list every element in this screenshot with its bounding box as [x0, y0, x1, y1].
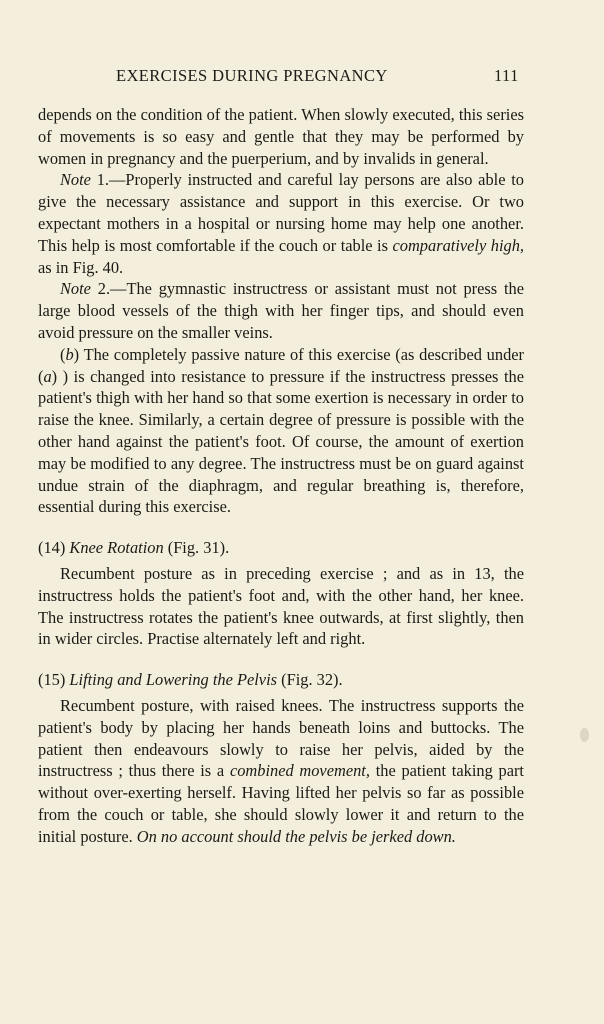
- section-14-paragraph: [38, 563, 524, 650]
- section-15-emphasis-1: combined movement,: [229, 761, 370, 781]
- section-14-text: Recumbent posture as in preceding exercise ; and as in 13, the instructress holds the patient's foot and, with the other hand, her knee. The instructress rotates the patient's knee outwards, at first slightly, then in wider circles. Practise alternately left and right.: [38, 563, 524, 649]
- paragraph-b-text-end: ) ) is changed into resistance to pressure if the instructress presses the patient's thigh with her hand so that some exertion is necessary in order to raise the knee. Similarly, a certain degree of pressure is possible with the other hand against the patient's foot. Of course, the amount of exertion may be modified to any degree. The instructress must be on guard against undue strain of the diaphragm, and regular breathing is, therefore, essential during this exercise.: [38, 366, 524, 517]
- paragraph-continuation: [38, 104, 524, 169]
- paragraph-b-open: (: [60, 344, 66, 364]
- paper-stain: [580, 728, 589, 742]
- paragraph-b: [38, 344, 524, 518]
- section-14-title: Knee Rotation: [69, 538, 164, 558]
- page-number: 111: [494, 66, 519, 85]
- running-head-title: EXERCISES DURING PREGNANCY: [116, 66, 388, 85]
- paragraph-text: depends on the condition of the patient. When slowly executed, this series of movements is so easy and gentle that they may be performed by women in pregnancy and the puerperium, and by invalids in general.: [38, 105, 524, 168]
- section-14-number: (14): [38, 538, 70, 558]
- paragraph-b-text: ) The completely passive nature of this exercise (as described under (: [38, 344, 524, 386]
- note-2-paragraph: [38, 278, 524, 343]
- section-15-paragraph: [38, 695, 524, 848]
- section-14-fig: (Fig. 31).: [163, 538, 230, 558]
- note-1-text: 1.—Properly instructed and careful lay persons are also able to give the necessary assistance and support in this exercise. Or two expectant mothers in a hospital or nursing home may help one another. This help is most comfortable if the couch or table is: [38, 170, 524, 255]
- section-15-text-mid: the patient taking part without over-exerting herself. Having lifted her pelvis so far as possible from the couch or table, she should slowly lower it and return to the initial posture.: [38, 761, 524, 846]
- section-15-heading: [38, 669, 524, 691]
- body-text: [38, 104, 524, 848]
- section-15-text: Recumbent posture, with raised knees. The instructress supports the patient's body by placing her hands beneath loins and buttocks. The patient then endeavours slowly to raise her pelvis, aided by the instructress ; thus there is a: [38, 695, 524, 781]
- section-15-title: Lifting and Lowering the Pelvis: [69, 670, 278, 690]
- running-head: [38, 62, 524, 90]
- paragraph-b-letter: b: [65, 344, 74, 364]
- section-15-fig: (Fig. 32).: [277, 670, 343, 690]
- paragraph-b-ref-letter: a: [43, 366, 52, 386]
- note-1-paragraph: [38, 169, 524, 278]
- section-15-emphasis-2: On no account should the pelvis be jerked down.: [136, 826, 456, 846]
- note-1-text-end: as in Fig. 40.: [38, 257, 124, 277]
- section-15-number: (15): [38, 670, 70, 690]
- note-2-text: 2.—The gymnastic instructress or assistant must not press the large blood vessels of the thigh with her finger tips, and should even avoid pressure on the smaller veins.: [38, 279, 524, 342]
- note-2-label: Note: [60, 279, 91, 299]
- note-1-emphasis: comparatively high,: [392, 235, 524, 255]
- section-14-heading: [38, 537, 524, 559]
- note-1-label: Note: [60, 170, 91, 190]
